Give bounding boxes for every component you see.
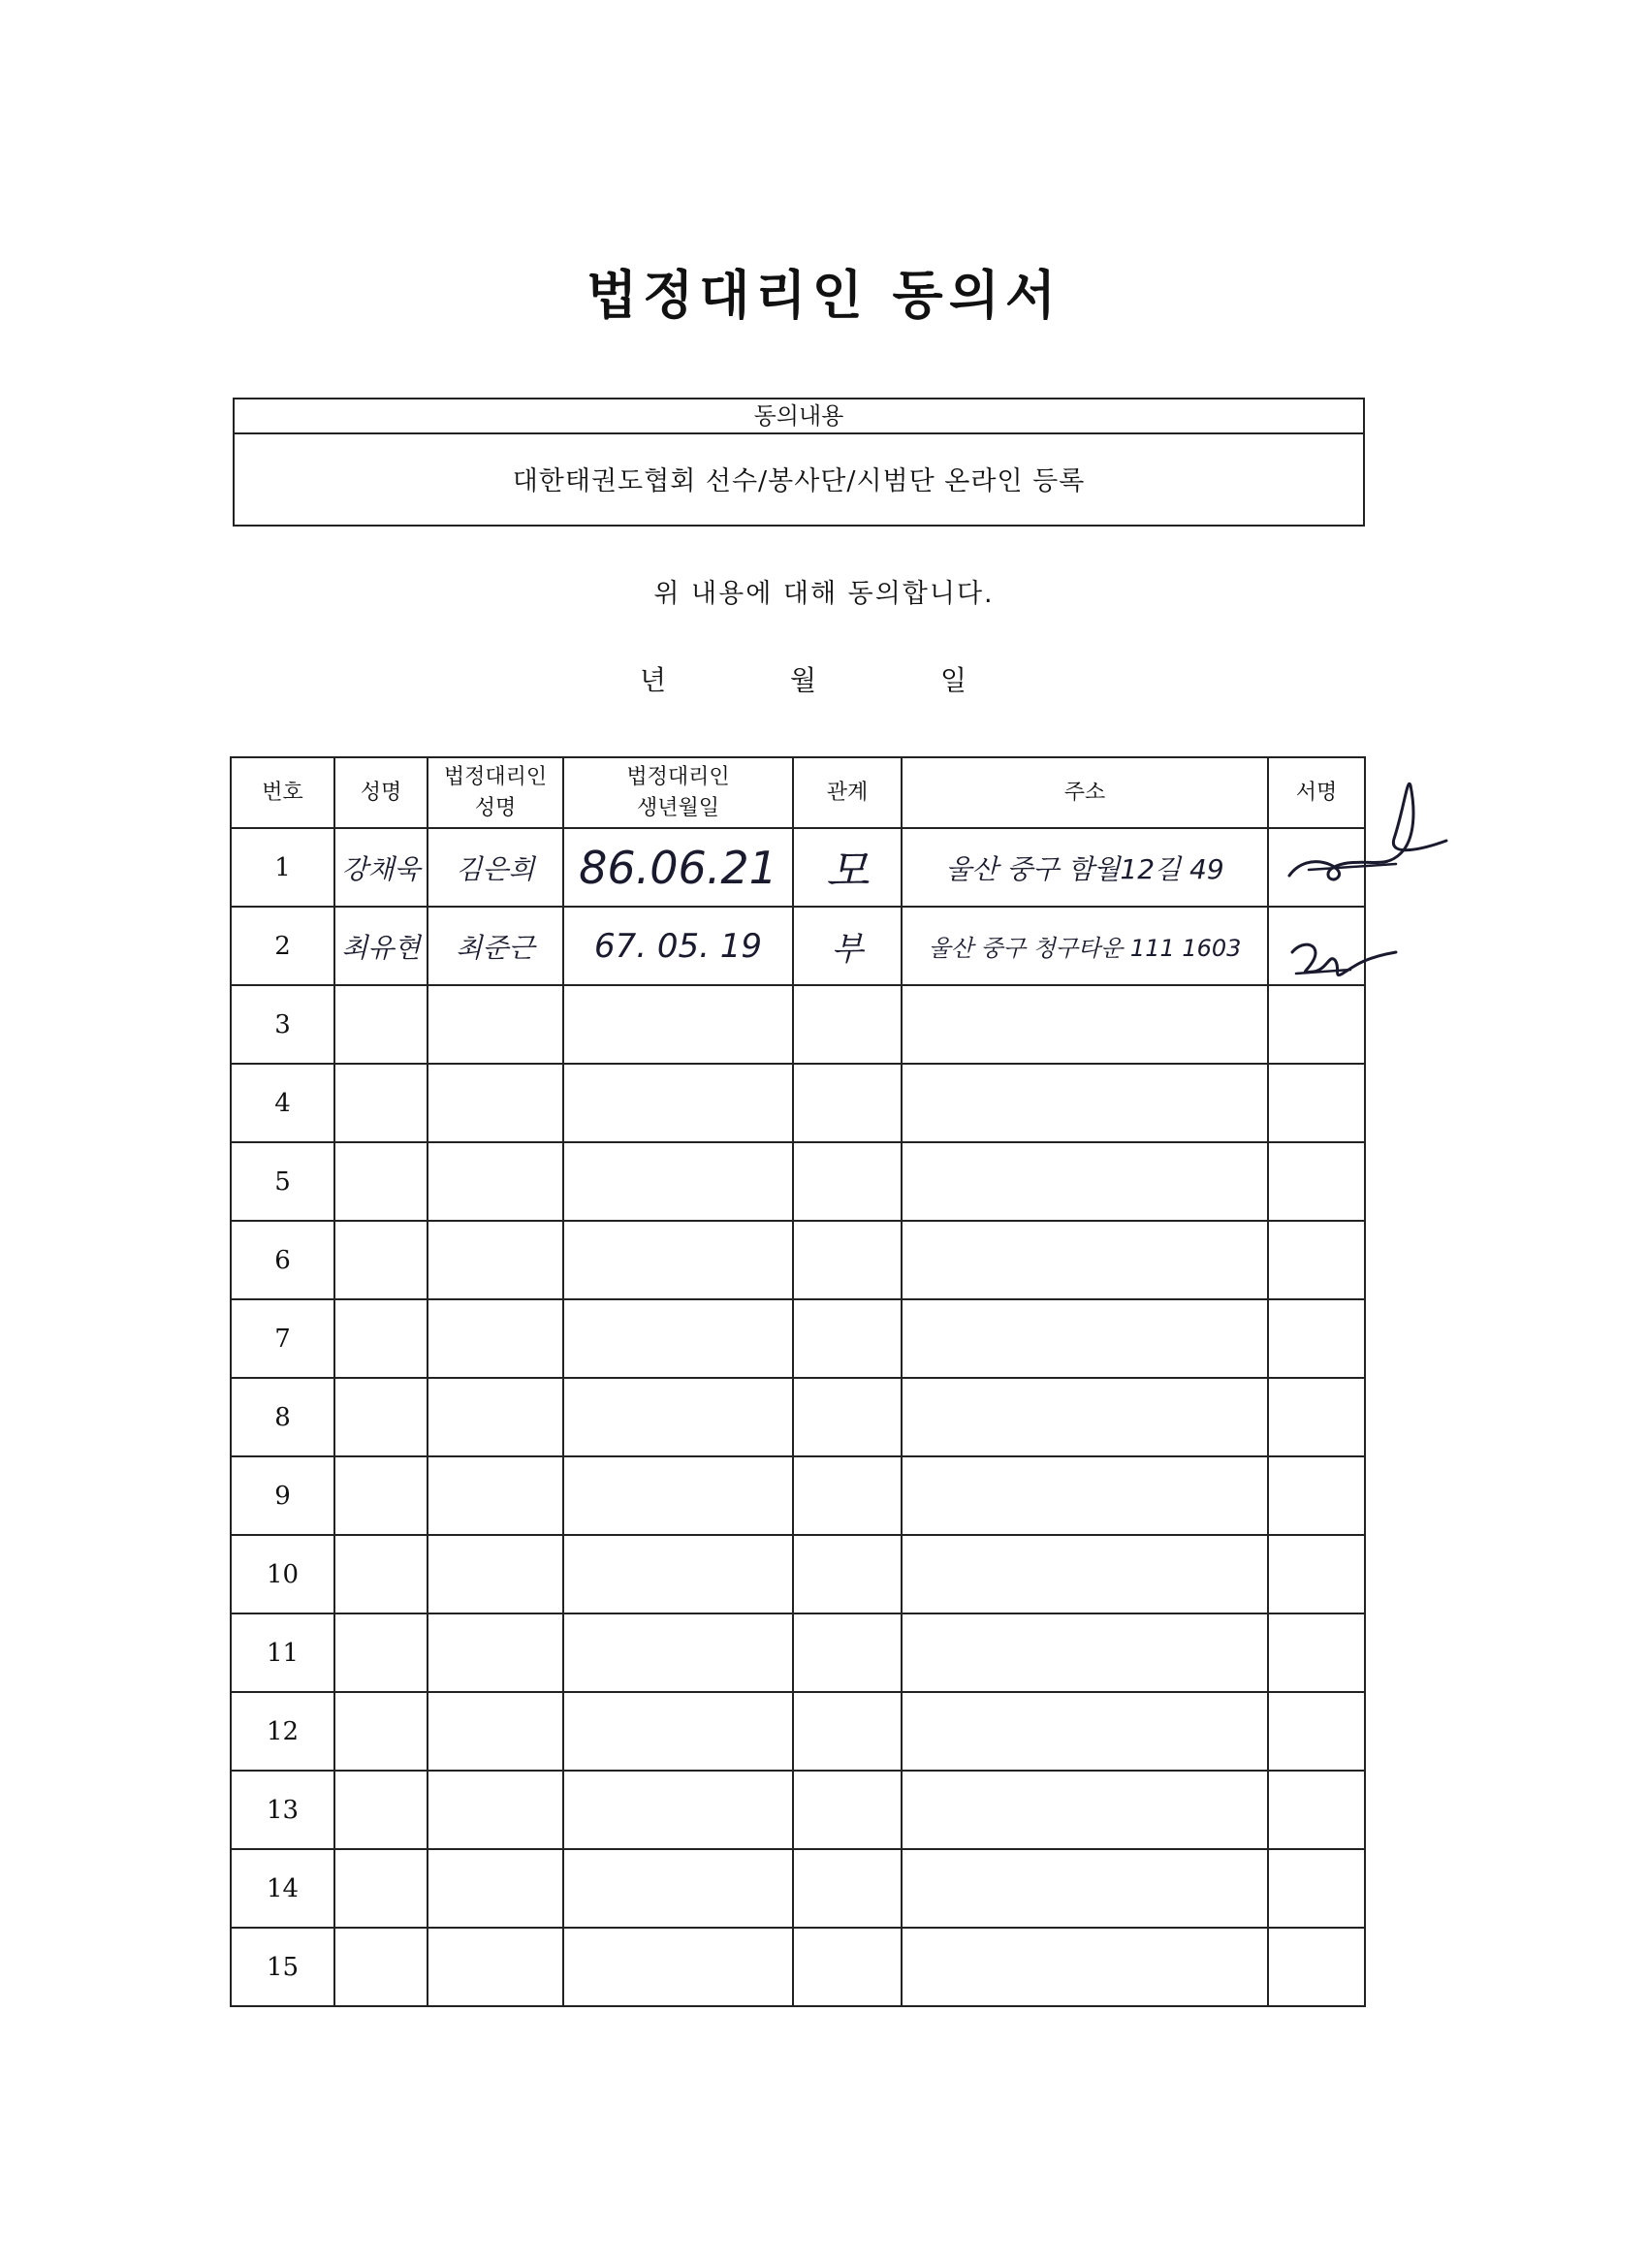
row-signature [1268, 1221, 1365, 1299]
header-no: 번호 [231, 757, 334, 828]
guardian-table [230, 756, 1366, 2007]
document-title: 법정대리인 동의서 [586, 264, 1062, 326]
date-month-label: 월 [790, 664, 817, 696]
header-signature: 서명 [1268, 757, 1365, 828]
row-address [902, 1221, 1268, 1299]
row-relation [793, 1771, 902, 1849]
signature-scribble-row-2 [1284, 931, 1401, 989]
row-guardian-name [428, 1142, 563, 1221]
row-guardian-birth [563, 1221, 793, 1299]
consent-box-content: 대한태권도협회 선수/봉사단/시범단 온라인 등록 [512, 466, 1086, 496]
table-row [231, 1221, 1365, 1299]
date-day-label: 일 [940, 664, 967, 696]
row-guardian-name: 김은희 [428, 828, 563, 907]
row-relation [793, 1064, 902, 1142]
header-guardian-name: 법정대리인 성명 [428, 757, 563, 828]
row-address: 울산 중구 청구타운 111 1603 [902, 907, 1268, 985]
row-name [334, 1064, 428, 1142]
table-row [231, 1064, 1365, 1142]
row-guardian-name [428, 1535, 563, 1613]
row-relation [793, 1535, 902, 1613]
row-signature [1268, 1613, 1365, 1692]
row-name [334, 1771, 428, 1849]
row-name [334, 1142, 428, 1221]
row-signature [1268, 1064, 1365, 1142]
row-name [334, 1299, 428, 1378]
row-number: 6 [231, 1221, 334, 1299]
agreement-text: 위 내용에 대해 동의합니다. [653, 579, 995, 609]
row-relation [793, 1142, 902, 1221]
row-address [902, 1064, 1268, 1142]
row-relation [793, 1378, 902, 1456]
row-name [334, 1692, 428, 1771]
row-number: 1 [231, 828, 334, 907]
row-address [902, 1378, 1268, 1456]
header-address: 주소 [902, 757, 1268, 828]
table-row [231, 1535, 1365, 1613]
row-guardian-name [428, 1849, 563, 1928]
row-signature [1268, 1142, 1365, 1221]
row-guardian-name [428, 1456, 563, 1535]
row-number: 7 [231, 1299, 334, 1378]
row-guardian-birth [563, 1535, 793, 1613]
table-row [231, 828, 1365, 907]
row-signature [1268, 1535, 1365, 1613]
row-address [902, 1299, 1268, 1378]
row-address: 울산 중구 함월12길 49 [902, 828, 1268, 907]
row-relation: 부 [793, 907, 902, 985]
row-guardian-birth [563, 1849, 793, 1928]
row-name [334, 1535, 428, 1613]
row-number: 11 [231, 1613, 334, 1692]
table-row [231, 1849, 1365, 1928]
row-relation: 모 [793, 828, 902, 907]
row-guardian-birth [563, 1928, 793, 2006]
row-address [902, 1849, 1268, 1928]
table-row [231, 1456, 1365, 1535]
row-number: 14 [231, 1849, 334, 1928]
table-row [231, 1692, 1365, 1771]
table-row [231, 1142, 1365, 1221]
row-signature [1268, 1378, 1365, 1456]
row-name [334, 1456, 428, 1535]
consent-box [233, 398, 1365, 527]
row-relation [793, 1456, 902, 1535]
row-guardian-name [428, 1928, 563, 2006]
row-address [902, 1692, 1268, 1771]
row-number: 4 [231, 1064, 334, 1142]
row-number: 3 [231, 985, 334, 1064]
row-address [902, 1771, 1268, 1849]
row-number: 5 [231, 1142, 334, 1221]
row-number: 9 [231, 1456, 334, 1535]
row-guardian-birth [563, 1456, 793, 1535]
row-guardian-birth [563, 1299, 793, 1378]
row-name [334, 1378, 428, 1456]
table-row [231, 1378, 1365, 1456]
row-signature [1268, 1692, 1365, 1771]
row-relation [793, 1221, 902, 1299]
table-row [231, 985, 1365, 1064]
table-row [231, 1771, 1365, 1849]
row-address [902, 985, 1268, 1064]
row-number: 2 [231, 907, 334, 985]
row-guardian-birth [563, 985, 793, 1064]
date-year-label: 년 [640, 664, 667, 696]
row-guardian-name [428, 1692, 563, 1771]
row-name [334, 1221, 428, 1299]
header-name: 성명 [334, 757, 428, 828]
row-number: 12 [231, 1692, 334, 1771]
row-address [902, 1142, 1268, 1221]
consent-box-header: 동의내용 [235, 399, 1363, 434]
header-relation: 관계 [793, 757, 902, 828]
row-name: 강채욱 [334, 828, 428, 907]
row-guardian-birth [563, 1378, 793, 1456]
row-guardian-name [428, 1299, 563, 1378]
row-guardian-name [428, 985, 563, 1064]
row-relation [793, 1692, 902, 1771]
row-number: 10 [231, 1535, 334, 1613]
row-guardian-name [428, 1221, 563, 1299]
row-name: 최유현 [334, 907, 428, 985]
row-relation [793, 1613, 902, 1692]
row-signature [1268, 1299, 1365, 1378]
row-name [334, 1849, 428, 1928]
row-relation [793, 1928, 902, 2006]
row-relation [793, 1849, 902, 1928]
row-name [334, 985, 428, 1064]
row-address [902, 1535, 1268, 1613]
row-number: 13 [231, 1771, 334, 1849]
row-guardian-name [428, 1378, 563, 1456]
row-guardian-birth: 86.06.21 [563, 828, 793, 907]
row-number: 15 [231, 1928, 334, 2006]
row-address [902, 1613, 1268, 1692]
table-row [231, 907, 1365, 985]
signature-scribble-row-1 [1280, 771, 1454, 887]
row-guardian-birth [563, 1064, 793, 1142]
row-guardian-birth [563, 1771, 793, 1849]
row-signature [1268, 985, 1365, 1064]
row-guardian-name [428, 1064, 563, 1142]
header-guardian-birth: 법정대리인 생년월일 [563, 757, 793, 828]
row-guardian-birth [563, 1692, 793, 1771]
table-row [231, 1928, 1365, 2006]
row-signature [1268, 1456, 1365, 1535]
table-header-row [231, 757, 1365, 828]
row-address [902, 1928, 1268, 2006]
row-guardian-name [428, 1613, 563, 1692]
row-name [334, 1928, 428, 2006]
row-guardian-birth [563, 1142, 793, 1221]
row-address [902, 1456, 1268, 1535]
row-guardian-name: 최준근 [428, 907, 563, 985]
table-row [231, 1613, 1365, 1692]
row-signature [1268, 1928, 1365, 2006]
row-relation [793, 1299, 902, 1378]
row-guardian-name [428, 1771, 563, 1849]
row-name [334, 1613, 428, 1692]
row-number: 8 [231, 1378, 334, 1456]
row-signature [1268, 1771, 1365, 1849]
row-relation [793, 985, 902, 1064]
row-guardian-birth: 67. 05. 19 [563, 907, 793, 985]
row-guardian-birth [563, 1613, 793, 1692]
row-signature [1268, 1849, 1365, 1928]
table-row [231, 1299, 1365, 1378]
